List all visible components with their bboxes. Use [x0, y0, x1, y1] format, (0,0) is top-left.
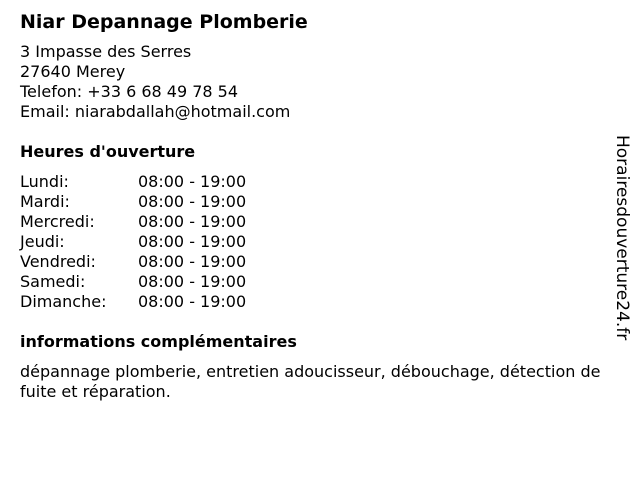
hours-time: 08:00 - 19:00 [138, 192, 247, 211]
hours-day: Mardi: [20, 192, 70, 211]
brand-site-name: Horairesdouverture24.fr [612, 135, 632, 341]
hours-day: Mercredi: [20, 212, 95, 231]
address-line-1: 3 Impasse des Serres [20, 42, 192, 61]
email-line: Email: niarabdallah@hotmail.com [20, 102, 291, 121]
hours-day: Samedi: [20, 272, 86, 291]
business-name: Niar Depannage Plomberie [20, 11, 308, 33]
contact-block [20, 42, 620, 122]
hours-row-friday [20, 252, 620, 272]
info-heading: informations complémentaires [20, 332, 297, 351]
brand-watermark [612, 135, 632, 345]
hours-heading: Heures d'ouverture [20, 142, 196, 161]
hours-day: Dimanche: [20, 292, 107, 311]
hours-row-sunday [20, 292, 620, 312]
hours-time: 08:00 - 19:00 [138, 272, 247, 291]
hours-row-wednesday [20, 212, 620, 232]
hours-time: 08:00 - 19:00 [138, 172, 247, 191]
hours-row-thursday [20, 232, 620, 252]
hours-day: Jeudi: [20, 232, 65, 251]
hours-time: 08:00 - 19:00 [138, 292, 247, 311]
hours-row-saturday [20, 272, 620, 292]
address-line-2: 27640 Merey [20, 62, 126, 81]
phone-line: Telefon: +33 6 68 49 78 54 [20, 82, 239, 101]
hours-time: 08:00 - 19:00 [138, 252, 247, 271]
hours-table [20, 172, 620, 312]
hours-row-tuesday [20, 192, 620, 212]
hours-day: Vendredi: [20, 252, 96, 271]
info-text: dépannage plomberie, entretien adoucisseur, débouchage, détection de fuite et réparation. [20, 362, 601, 401]
business-card [20, 10, 620, 402]
hours-time: 08:00 - 19:00 [138, 212, 247, 231]
hours-time: 08:00 - 19:00 [138, 232, 247, 251]
hours-day: Lundi: [20, 172, 69, 191]
hours-row-monday [20, 172, 620, 192]
